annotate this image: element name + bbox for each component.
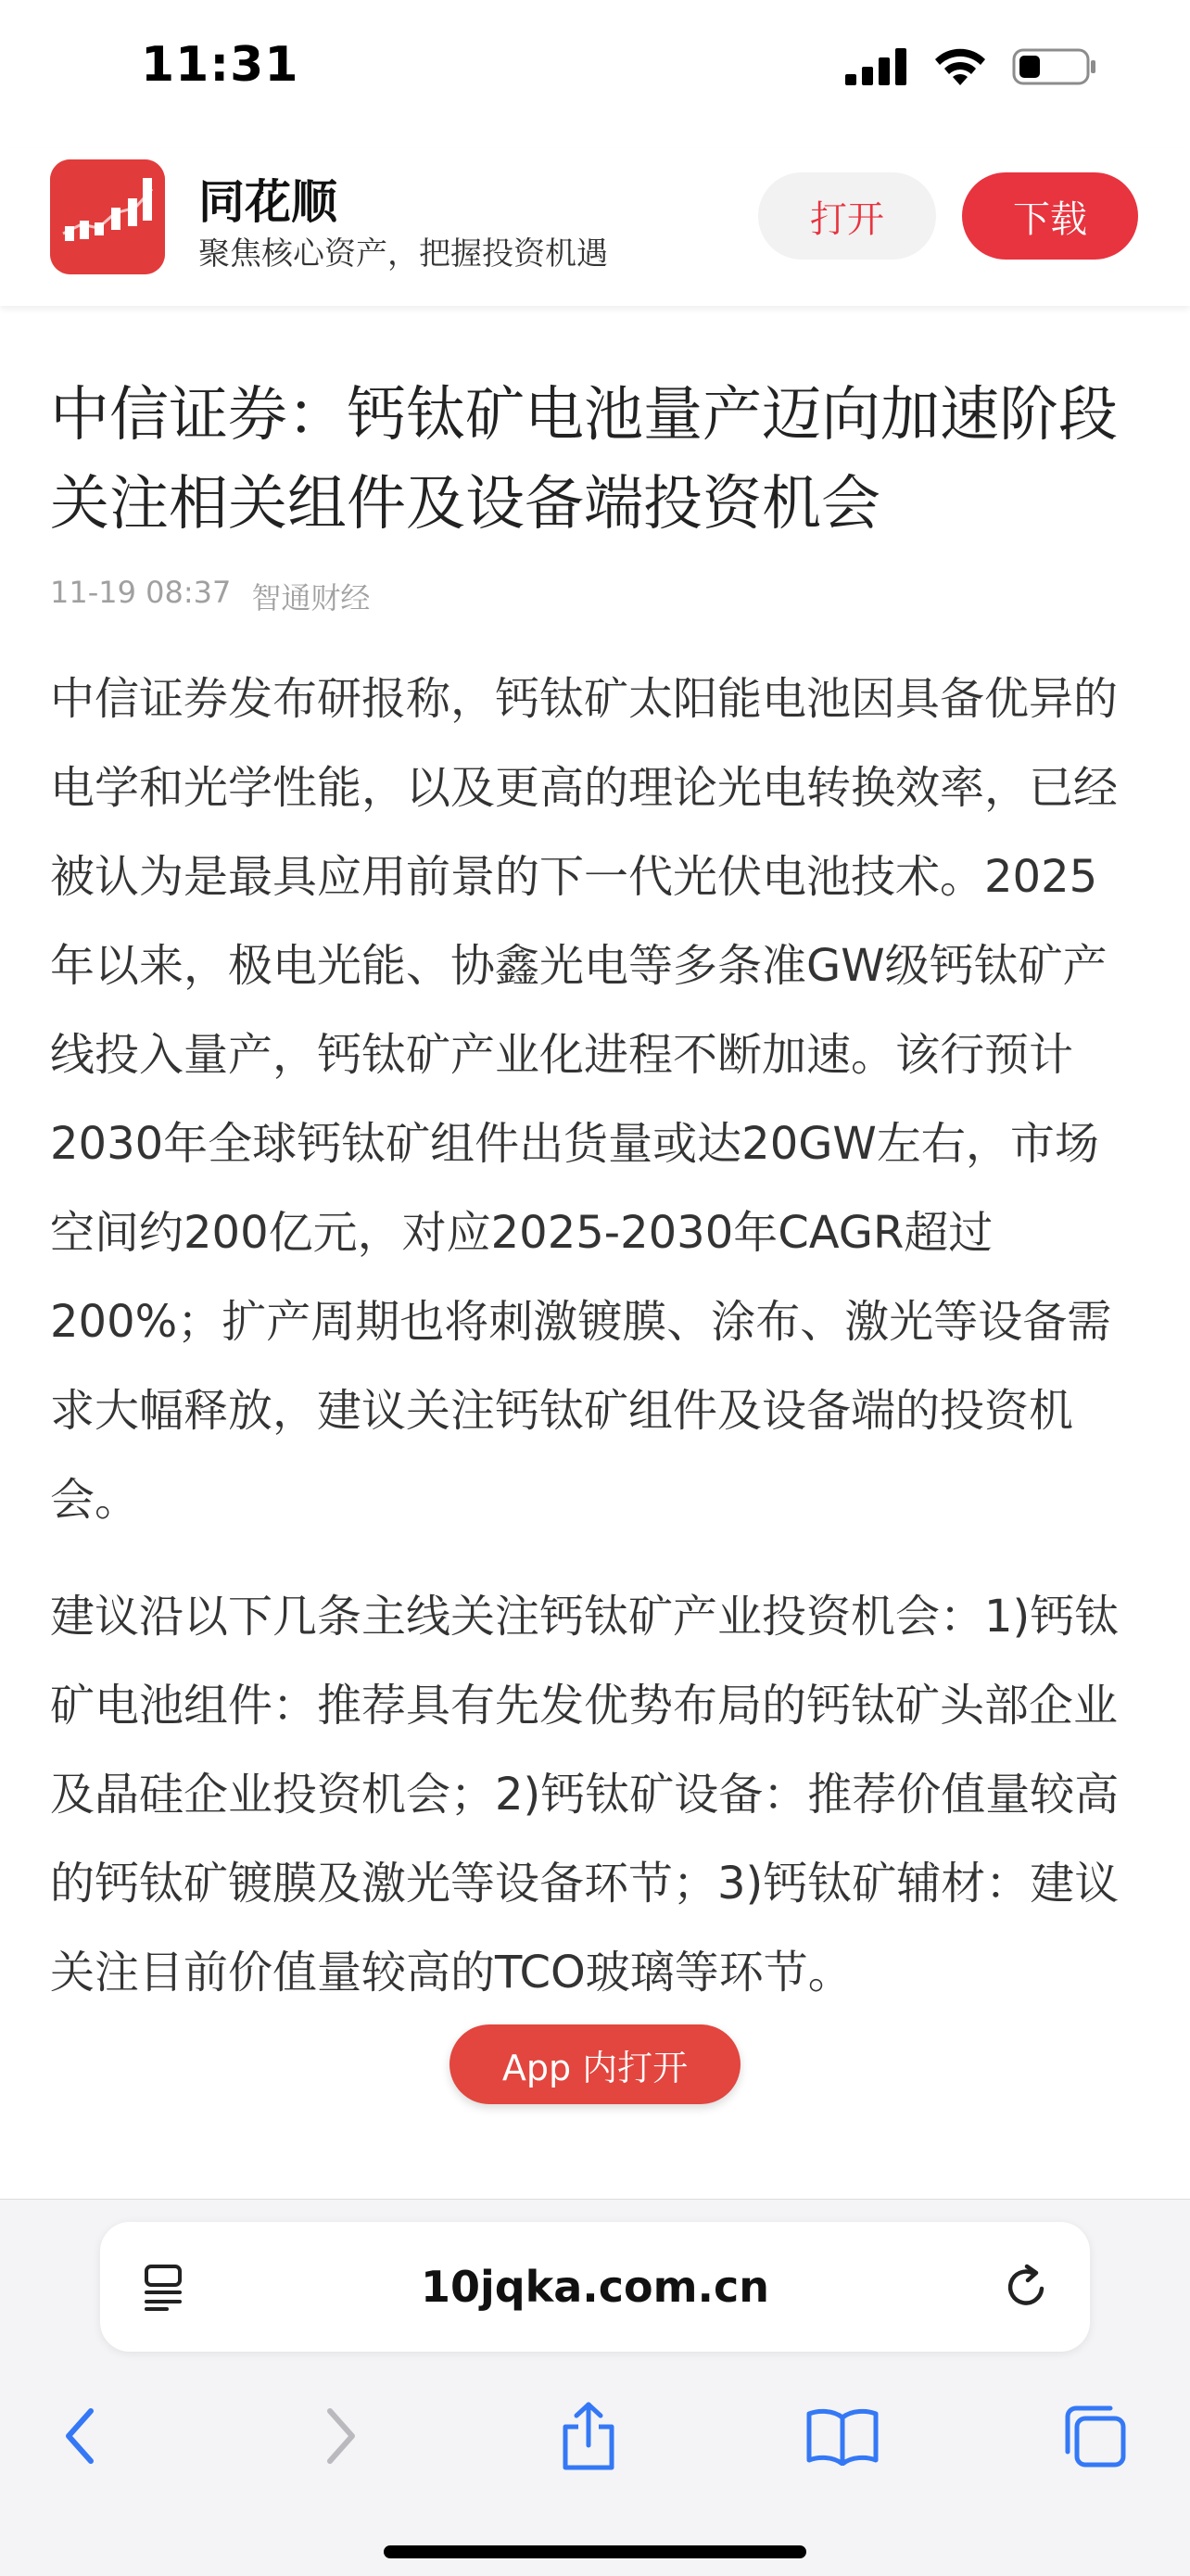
browser-bottom-bar	[0, 2199, 1190, 2576]
article-source: 智通财经	[251, 580, 371, 615]
app-slogan: 聚焦核心资产，把握投资机遇	[198, 235, 608, 273]
browser-toolbar	[0, 2385, 1190, 2496]
app-logo-icon[interactable]	[50, 159, 165, 274]
share-icon	[556, 2399, 621, 2473]
reader-icon[interactable]	[141, 2261, 193, 2313]
open-in-app-button[interactable]: App 内打开	[449, 2024, 741, 2104]
app-download-banner	[0, 148, 1190, 306]
article-meta	[50, 575, 1140, 617]
back-button[interactable]	[30, 2385, 132, 2487]
download-button[interactable]: 下载	[962, 172, 1138, 260]
battery-icon	[1012, 46, 1097, 87]
status-time: 11:31	[141, 37, 299, 93]
url-text[interactable]: 10jqka.com.cn	[420, 2262, 770, 2312]
signal-icon	[845, 48, 908, 85]
article	[50, 371, 1140, 2017]
article-paragraph: 中信证券发布研报称，钙钛矿太阳能电池因具备优异的电学和光学性能，以及更高的理论光电转换效率，已经被认为是最具应用前景的下一代光伏电池技术。2025年以来，极电光能、协鑫光电等多条准GW级钙钛矿产线投入量产，钙钛矿产业化进程不断加速。该行预计2030年全球钙钛矿组件出货量或达20GW左右，市场空间约200亿元，对应2025-2030年CAGR超过200%；扩产周期也将刺激镀膜、涂布、激光等设备需求大幅释放，建议关注钙钛矿组件及设备端的投资机会。	[50, 673, 1119, 1526]
share-button[interactable]	[538, 2385, 639, 2487]
bookmarks-button[interactable]	[791, 2385, 893, 2487]
bookmarks-icon	[805, 2406, 880, 2466]
article-paragraph: 建议沿以下几条主线关注钙钛矿产业投资机会：1)钙钛矿电池组件：推荐具有先发优势布局的钙钛矿头部企业及晶硅企业投资机会；2)钙钛矿设备：推荐价值量较高的钙钛矿镀膜及激光等设备环节；3)钙钛矿辅材：建议关注目前价值量较高的TCO玻璃等环节。	[50, 1591, 1120, 1999]
reload-icon[interactable]	[999, 2259, 1055, 2315]
status-bar	[0, 0, 1190, 139]
tabs-icon	[1060, 2402, 1129, 2470]
back-icon	[57, 2404, 104, 2468]
status-icons	[845, 46, 1097, 87]
article-date: 11-19 08:37	[50, 575, 232, 610]
forward-button[interactable]	[289, 2385, 391, 2487]
forward-icon	[317, 2404, 363, 2468]
home-indicator	[384, 2545, 806, 2558]
app-name: 同花顺	[198, 175, 337, 229]
article-title: 中信证券：钙钛矿电池量产迈向加速阶段 关注相关组件及设备端投资机会	[50, 381, 1118, 539]
tabs-button[interactable]	[1044, 2385, 1146, 2487]
wifi-icon	[932, 46, 988, 87]
address-bar[interactable]	[100, 2222, 1090, 2352]
open-app-button[interactable]: 打开	[758, 172, 936, 260]
